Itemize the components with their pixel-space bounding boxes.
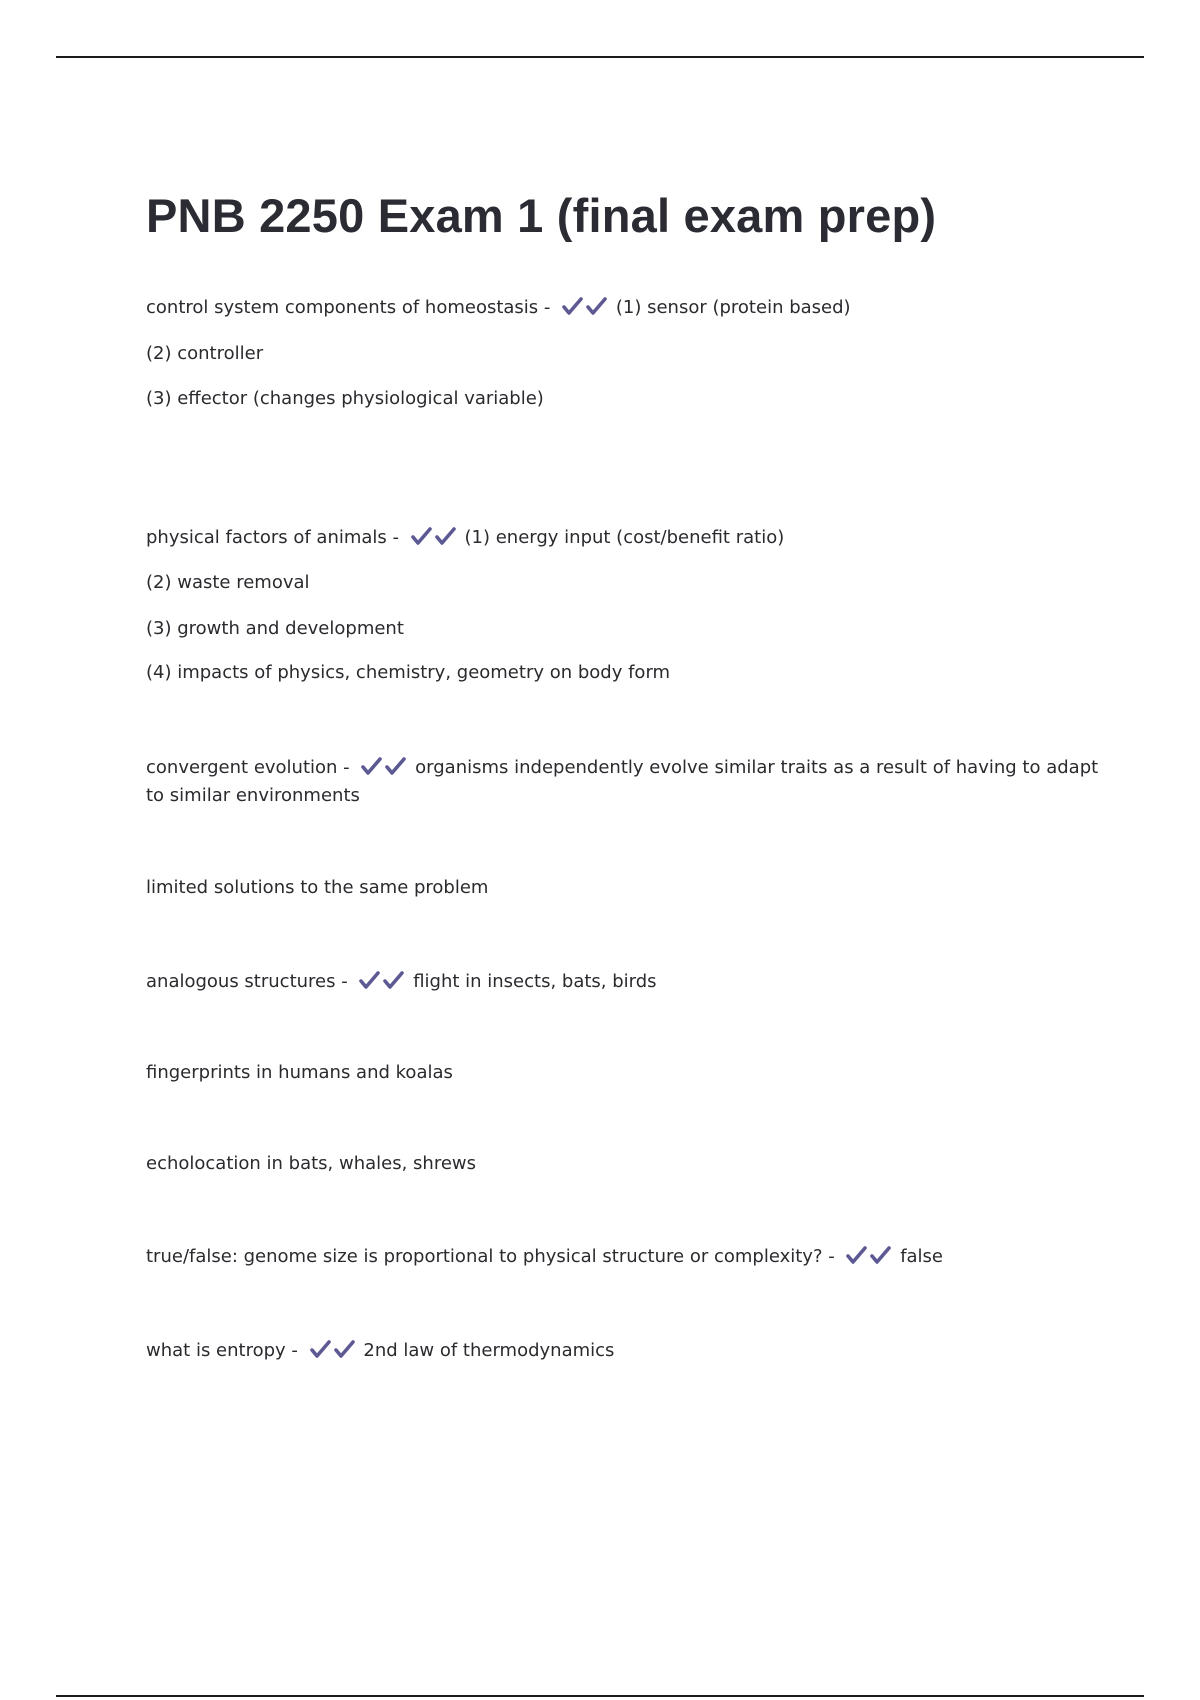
check-icon <box>433 525 457 547</box>
card-term: true/false: genome size is proportional to physical structure or complexity? - <box>146 1246 835 1267</box>
check-icon <box>409 525 433 547</box>
card-2-question <box>146 524 1106 552</box>
card-answer: organisms independently evolve similar traits as a result of having to adapt to similar environments <box>146 757 1099 806</box>
card-answer: (1) energy input (cost/benefit ratio) <box>464 527 785 548</box>
card-term: control system components of homeostasis - <box>146 297 551 318</box>
check-icon <box>560 295 584 317</box>
card-2-extra-1: (2) waste removal <box>146 572 310 593</box>
check-icon <box>359 755 383 777</box>
card-1-question <box>146 294 1106 322</box>
card-3-question <box>146 754 1106 810</box>
card-answer: false <box>900 1246 944 1267</box>
card-1-extra-2: (3) effector (changes physiological variable) <box>146 388 544 409</box>
double-check-icon <box>844 1246 898 1267</box>
card-term: analogous structures - <box>146 971 348 992</box>
check-icon <box>332 1338 356 1360</box>
card-2-extra-2: (3) growth and development <box>146 618 404 639</box>
double-check-icon <box>359 757 413 778</box>
card-3-extra-1: limited solutions to the same problem <box>146 877 489 898</box>
double-check-icon <box>308 1340 362 1361</box>
check-icon <box>357 969 381 991</box>
card-6-question <box>146 1337 1106 1365</box>
check-icon <box>584 295 608 317</box>
card-5-question <box>146 1243 1106 1271</box>
card-answer: 2nd law of thermodynamics <box>363 1340 615 1361</box>
double-check-icon <box>560 297 614 318</box>
card-term: physical factors of animals - <box>146 527 400 548</box>
top-divider <box>56 56 1144 58</box>
check-icon <box>868 1244 892 1266</box>
check-icon <box>383 755 407 777</box>
card-4-extra-2: echolocation in bats, whales, shrews <box>146 1153 477 1174</box>
card-answer: (1) sensor (protein based) <box>615 297 851 318</box>
double-check-icon <box>409 527 463 548</box>
page-title: PNB 2250 Exam 1 (final exam prep) <box>146 189 937 242</box>
card-term: what is entropy - <box>146 1340 298 1361</box>
check-icon <box>381 969 405 991</box>
card-term: convergent evolution - <box>146 757 350 778</box>
card-answer: flight in insects, bats, birds <box>413 971 657 992</box>
card-4-extra-1: fingerprints in humans and koalas <box>146 1062 453 1083</box>
card-4-question <box>146 968 1106 996</box>
card-1-extra-1: (2) controller <box>146 343 264 364</box>
bottom-divider <box>56 1695 1144 1697</box>
check-icon <box>844 1244 868 1266</box>
card-2-extra-3: (4) impacts of physics, chemistry, geometry on body form <box>146 662 671 683</box>
check-icon <box>308 1338 332 1360</box>
double-check-icon <box>357 971 411 992</box>
